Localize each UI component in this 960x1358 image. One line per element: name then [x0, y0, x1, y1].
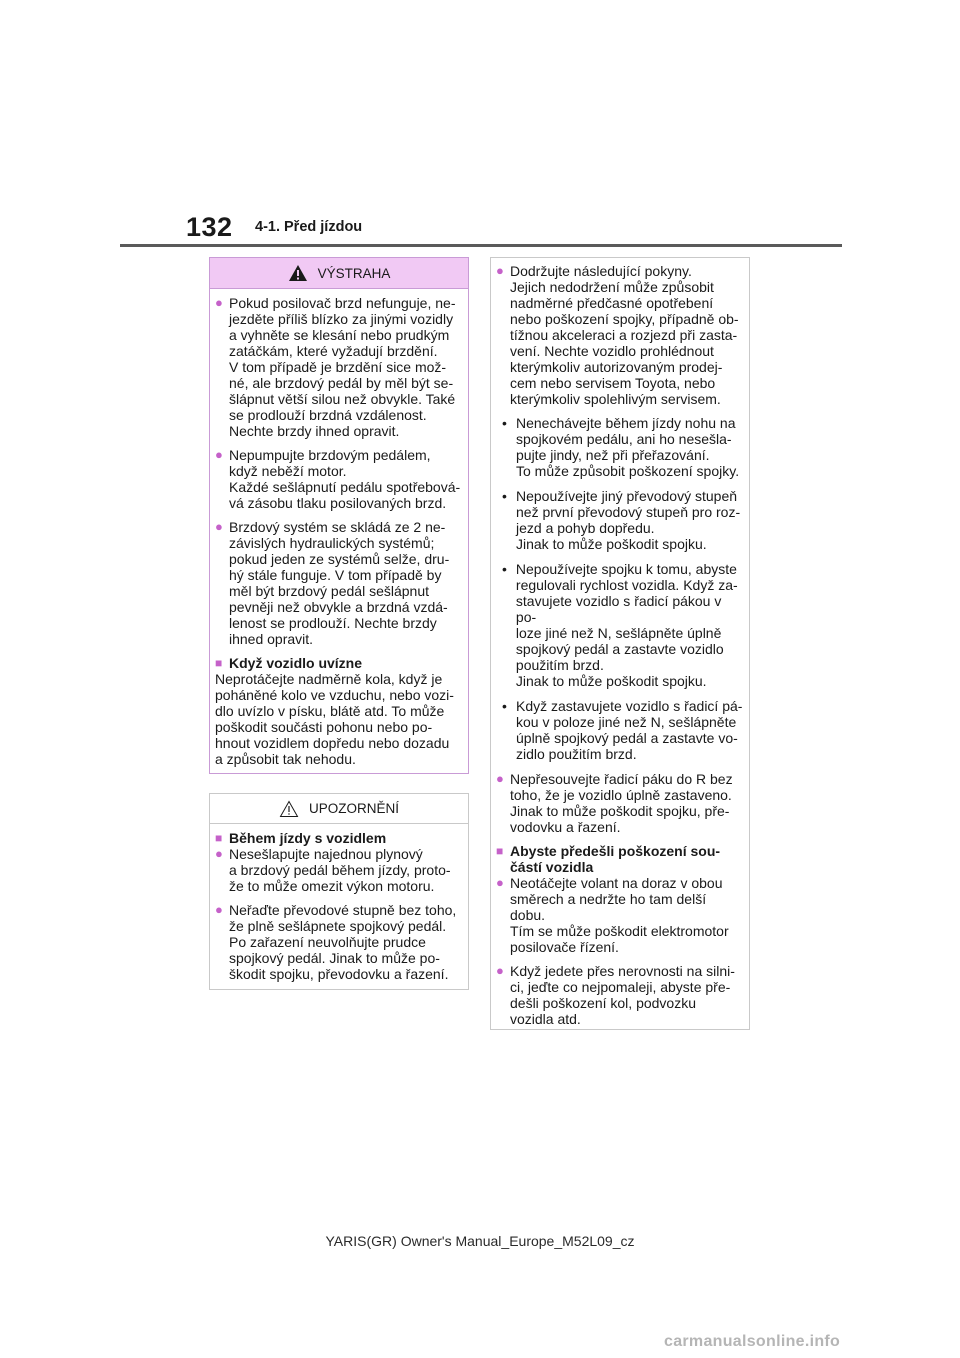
- bullet-list-item: [496, 415, 744, 479]
- bullet-square-icon: ■: [215, 831, 223, 845]
- bullet-dot-icon: ●: [215, 902, 223, 917]
- bullet-square-icon: ■: [215, 656, 223, 670]
- continuation-item-text: Nepřesouvejte řadicí páku do R bez toho, že je vozidlo úplně zastaveno. Jinak to může poškodit spojku, pře- vodovku a řazení.: [510, 771, 733, 835]
- caution-item-text: Nesešlapujte najednou plynový a brzdový pedál během jízdy, proto- že to může omezit výkon motoru.: [229, 846, 451, 894]
- warning-subheading-text: Když vozidlo uvízne: [229, 655, 363, 671]
- caution-subheading-text: Během jízdy s vozidlem: [229, 830, 387, 846]
- bullet-square-icon: ■: [496, 844, 504, 858]
- bullet-dot-icon: ●: [215, 519, 223, 534]
- warning-title: VÝSTRAHA: [317, 265, 391, 281]
- warning-subtext: Neprotáčejte nadměrně kola, když je poháněné kolo ve vzduchu, nebo vozi- dlo uvízlo v písku, blátě atd. To může poškodit součásti pohonu nebo po- hnout vozidlem dopředu nebo dozadu a způsobit tak nehodu.: [215, 671, 454, 767]
- bullet-point: •: [502, 561, 507, 577]
- warning-item-text: Pokud posilovač brzd nefunguje, ne- jezděte příliš blízko za jinými vozidly a vyhněte se klesání nebo prudkým zatáčkám, které vyžadují brzdění. V tom případě je brzdění sice mož- né, ale brzdový pedál by měl být se- šlápnut větší silou než obvykle. Také se prodlouží brzdná vzdálenost. Nechte brzdy ihned opravit.: [229, 295, 456, 439]
- header-rule: [120, 244, 842, 247]
- caution-box: [209, 793, 469, 990]
- caution-box-header: [210, 794, 468, 824]
- bullet-text: Když zastavujete vozidlo s řadicí pá- kou v poloze jiné než N, sešlápněte úplně spojkový pedál a zastavte vo- zidlo použitím brzd.: [516, 698, 743, 762]
- continuation-item: [496, 963, 744, 1027]
- warning-item: [215, 295, 463, 439]
- continuation-item-text: Dodržujte následující pokyny. Jejich nedodržení může způsobit nadměrné předčasné opotřebení nebo poškození spojky, případně ob- tížnou akceleraci a rozjezd při zasta- vení. Nechte vozidlo prohlédnout kterýmkoliv autorizovaným prodej- cem nebo servisem Toyota, nebo kterýmkoliv spolehlivým servisem.: [510, 263, 739, 407]
- caution-title: UPOZORNĚNÍ: [308, 801, 399, 816]
- bullet-point: •: [502, 698, 507, 714]
- continuation-body: [491, 258, 749, 1041]
- warning-box: [209, 257, 469, 774]
- bullet-text: Nepoužívejte jiný převodový stupeň než první převodový stupeň pro roz- jezd a pohyb dopředu. Jinak to může poškodit spojku.: [516, 488, 741, 552]
- warning-triangle-icon: [288, 264, 308, 282]
- bullet-point: •: [502, 488, 507, 504]
- bullet-dot-icon: ●: [496, 263, 504, 278]
- warning-item-text: Brzdový systém se skládá ze 2 ne- závislých hydraulických systémů; pokud jeden ze systémů selže, dru- hý stále funguje. V tom případě by měl být brzdový pedál sešlápnut pevněji než obvykle a brzdná vzdá- lenost se prodlouží. Nechte brzdy ihned opravit.: [229, 519, 450, 647]
- continuation-subheading-text: Abyste předešli poškození sou- částí vozidla: [510, 843, 721, 875]
- bullet-text: Nepoužívejte spojku k tomu, abyste regulovali rychlost vozidla. Když za- stavujete vozidlo s řadicí pákou v po- loze jiné než N, sešlápněte úplně spojkový pedál a zastavte vozidlo použitím brzd. Jinak to může poškodit spojku.: [515, 561, 738, 689]
- warning-item: [215, 519, 463, 647]
- caution-body: [210, 824, 468, 996]
- caution-item: [215, 902, 463, 982]
- page-number: 132: [186, 212, 233, 242]
- warning-box-header: [210, 258, 468, 289]
- caution-subheading: [215, 830, 463, 846]
- continuation-item: [496, 875, 744, 955]
- bullet-dot-icon: ●: [496, 963, 504, 978]
- bullet-dot-icon: ●: [215, 846, 223, 861]
- bullet-dot-icon: ●: [215, 447, 223, 462]
- warning-item-text: Nepumpujte brzdovým pedálem, když neběží motor. Každé sešlápnutí pedálu spotřebová- vá zásobu tlaku posilovaných brzd.: [229, 447, 461, 511]
- bullet-dot-icon: ●: [496, 875, 504, 890]
- continuation-item-text: Když jedete přes nerovnosti na silni- ci, jeďte co nejpomaleji, abyste pře- dešli poškození kol, podvozku vozidla atd.: [510, 963, 735, 1027]
- warning-item: [215, 447, 463, 511]
- continuation-item-text: Neotáčejte volant na doraz v obou směrech a nedržte ho tam delší dobu. Tím se může poškodit elektromotor posilovače řízení.: [510, 875, 729, 955]
- caution-item-text: Neřaďte převodové stupně bez toho, že plně sešlápnete spojkový pedál. Po zařazení neuvolňujte prudce spojkový pedál. Jinak to může po- škodit spojku, převodovku a řazení.: [229, 902, 457, 982]
- continuation-item: [496, 263, 744, 407]
- bullet-point: •: [502, 415, 507, 431]
- continuation-subheading: [496, 843, 744, 875]
- continuation-item: [496, 771, 744, 835]
- warning-body: [210, 289, 468, 779]
- bullet-list-item: [496, 698, 744, 762]
- bullet-text: Nenechávejte během jízdy nohu na spojkovém pedálu, ani ho nesešla- pujte jindy, než při přeřazování. To může způsobit poškození spojky.: [516, 415, 740, 479]
- bullet-list-item: [496, 488, 744, 552]
- bullet-dot-icon: ●: [496, 771, 504, 786]
- bullet-dot-icon: ●: [215, 295, 223, 310]
- footer-text: YARIS(GR) Owner's Manual_Europe_M52L09_cz: [325, 1233, 635, 1249]
- caution-triangle-icon: [279, 800, 299, 818]
- warning-subheading: [215, 655, 463, 671]
- watermark-text: carmanualsonline.info: [664, 1333, 841, 1350]
- bullet-list-item: [496, 561, 744, 689]
- continuation-box: [490, 257, 750, 1030]
- section-title: 4-1. Před jízdou: [255, 219, 363, 235]
- caution-item: [215, 846, 463, 894]
